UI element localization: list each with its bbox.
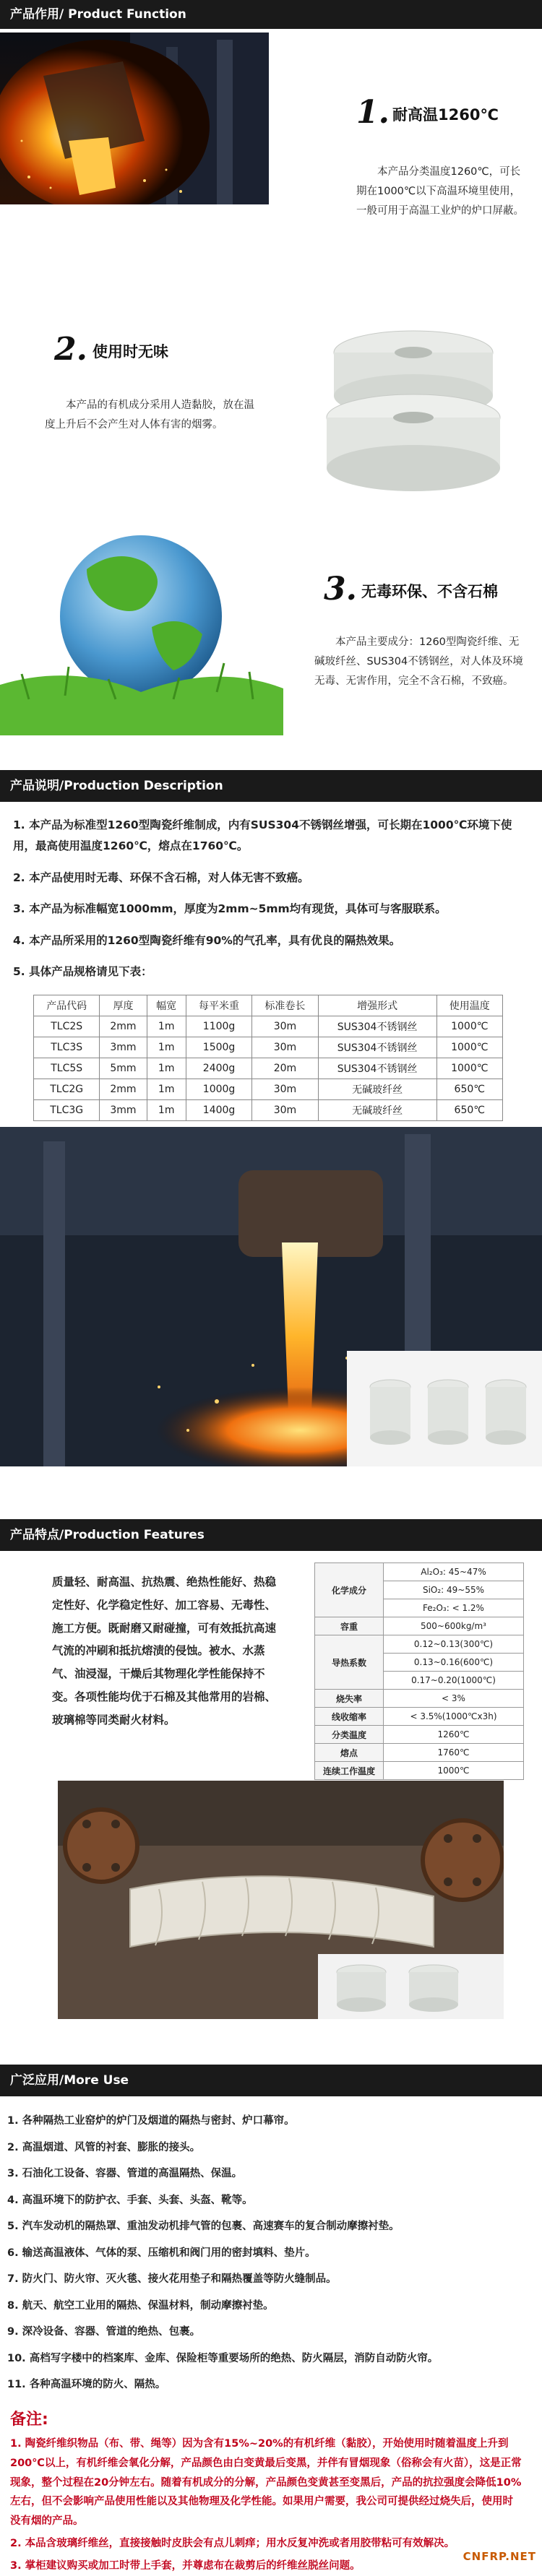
property-value: 1000℃ xyxy=(384,1762,524,1780)
spec-cell: 2400g xyxy=(186,1058,251,1079)
function-2-desc: 本产品的有机成分采用人造黏胶，放在温度上升后不会产生对人体有害的烟雾。 xyxy=(45,399,254,431)
spec-table xyxy=(33,995,503,1121)
spec-cell: 3mm xyxy=(100,1037,147,1058)
function-3-desc: 本产品主要成分：1260型陶瓷纤维、无碱玻纤丝、SUS304不锈钢丝，对人体及环境无毒、无害作用，完全不含石棉，不致癌。 xyxy=(314,636,523,687)
notes-title: 备注: xyxy=(10,2411,48,2429)
table-row xyxy=(315,1690,524,1708)
function-2-number: 2. xyxy=(54,331,87,368)
spec-cell: 20m xyxy=(252,1058,318,1079)
spec-table-header-row xyxy=(34,995,503,1016)
spec-cell: 1m xyxy=(147,1079,186,1100)
spec-header-cell: 产品代码 xyxy=(34,995,100,1016)
watermark: CNFRP.NET xyxy=(463,2550,536,2563)
property-label: 导热系数 xyxy=(315,1635,384,1690)
property-value: SiO₂: 49~55% xyxy=(384,1581,524,1599)
spec-cell: 30m xyxy=(252,1079,318,1100)
list-item: 11. 各种高温环境的防火、隔热。 xyxy=(7,2379,166,2390)
pipe-wrap-photo xyxy=(58,1781,504,2019)
property-value: Fe₂O₃: < 1.2% xyxy=(384,1599,524,1617)
function-3-title: 无毒环保、不含石棉 xyxy=(361,583,498,600)
table-row xyxy=(315,1762,524,1780)
description-item: 3. 本产品为标准幅宽1000mm，厚度为2mm~5mm均有现货，具体可与客服联系。 xyxy=(13,902,447,916)
spec-cell: 1m xyxy=(147,1100,186,1121)
properties-table xyxy=(314,1563,524,1780)
property-value: 1260℃ xyxy=(384,1726,524,1744)
list-item: 5. 汽车发动机的隔热罩、重油发动机排气管的包裹、高速赛车的复合制动摩擦衬垫。 xyxy=(7,2221,400,2232)
section-header-description: 产品说明/Production Description xyxy=(0,770,542,802)
spec-header-cell: 增强形式 xyxy=(318,995,436,1016)
list-item: 6. 输送高温液体、气体的泵、压缩机和阀门用的密封填料、垫片。 xyxy=(7,2247,316,2259)
table-row xyxy=(315,1617,524,1635)
table-row xyxy=(34,1016,503,1037)
list-item: 2. 高温烟道、风管的衬套、膨胀的接头。 xyxy=(7,2141,201,2153)
spec-cell: TLC3S xyxy=(34,1037,100,1058)
spec-cell: TLC5S xyxy=(34,1058,100,1079)
spec-cell: 无碱玻纤丝 xyxy=(318,1079,436,1100)
property-value: < 3% xyxy=(384,1690,524,1708)
description-item: 5. 具体产品规格请见下表： xyxy=(13,965,152,979)
spec-cell: 650℃ xyxy=(436,1079,502,1100)
table-row xyxy=(315,1635,524,1654)
list-item: 7. 防火门、防火帘、灭火毯、接火花用垫子和隔热覆盖等防火缝制品。 xyxy=(7,2273,337,2285)
table-row xyxy=(315,1726,524,1744)
spec-cell: 1m xyxy=(147,1037,186,1058)
property-value: 0.12~0.13(300℃) xyxy=(384,1635,524,1654)
furnace-photo xyxy=(0,33,269,204)
description-item: 2. 本产品使用时无毒、环保不含石棉，对人体无害不致癌。 xyxy=(13,870,309,884)
spec-cell: 5mm xyxy=(100,1058,147,1079)
spec-cell: SUS304不锈钢丝 xyxy=(318,1037,436,1058)
function-2-title: 使用时无味 xyxy=(93,343,168,360)
property-value: 500~600kg/m³ xyxy=(384,1617,524,1635)
section-header-features: 产品特点/Production Features xyxy=(0,1519,542,1551)
spec-cell: 2mm xyxy=(100,1079,147,1100)
property-label: 熔点 xyxy=(315,1744,384,1762)
property-label: 烧失率 xyxy=(315,1690,384,1708)
list-item: 4. 高温环境下的防护衣、手套、头套、头盔、靴等。 xyxy=(7,2194,253,2206)
description-item: 4. 本产品所采用的1260型陶瓷纤维有90%的气孔率，具有优良的隔热效果。 xyxy=(13,933,401,947)
table-row xyxy=(34,1037,503,1058)
spec-cell: 1m xyxy=(147,1016,186,1037)
list-item: 10. 高档写字楼中的档案库、金库、保险柜等重要场所的绝热、防火隔层，消防自动防火帘。 xyxy=(7,2352,439,2364)
spec-cell: TLC3G xyxy=(34,1100,100,1121)
spec-cell: 30m xyxy=(252,1100,318,1121)
list-item: 3. 石油化工设备、容器、管道的高温隔热、保温。 xyxy=(7,2168,243,2179)
spec-header-cell: 每平米重 xyxy=(186,995,251,1016)
spec-cell: SUS304不锈钢丝 xyxy=(318,1058,436,1079)
property-label: 分类温度 xyxy=(315,1726,384,1744)
table-row xyxy=(315,1563,524,1581)
spec-cell: 1m xyxy=(147,1058,186,1079)
table-row xyxy=(34,1058,503,1079)
notes-list xyxy=(10,2434,523,2576)
spec-header-cell: 厚度 xyxy=(100,995,147,1016)
spec-cell: 1500g xyxy=(186,1037,251,1058)
property-value: 0.13~0.16(600℃) xyxy=(384,1654,524,1672)
list-item: 8. 航天、航空工业用的隔热、保温材料，制动摩擦衬垫。 xyxy=(7,2299,274,2312)
spec-cell: TLC2G xyxy=(34,1079,100,1100)
table-row xyxy=(315,1744,524,1762)
description-item: 1. 本产品为标准型1260型陶瓷纤维制成，内有SUS304不锈钢丝增强，可长期在1000℃环境下使用，最高使用温度1260℃，熔点在1760℃。 xyxy=(13,818,512,853)
spec-cell: 1000g xyxy=(186,1079,251,1100)
property-value: 1760℃ xyxy=(384,1744,524,1762)
spec-cell: 30m xyxy=(252,1016,318,1037)
function-1-number: 1. xyxy=(356,94,390,131)
spec-cell: 1100g xyxy=(186,1016,251,1037)
list-item: 1. 各种隔热工业窑炉的炉门及烟道的隔热与密封、炉口幕帘。 xyxy=(7,2115,295,2127)
spec-cell: 1000℃ xyxy=(436,1037,502,1058)
property-value: Al₂O₃: 45~47% xyxy=(384,1563,524,1581)
spec-cell: 1000℃ xyxy=(436,1016,502,1037)
note-item: 2. 本品含玻璃纤维丝，直接接触时皮肤会有点儿刺痒；用水反复冲洗或者用胶带粘可有效解决。 xyxy=(10,2538,455,2550)
molten-metal-photo xyxy=(0,1127,542,1466)
spec-cell: 1000℃ xyxy=(436,1058,502,1079)
features-text: 质量轻、耐高温、抗热震、绝热性能好、热稳定性好、化学稳定性好、加工容易、无毒性、施工方便。既耐磨又耐碰撞，可有效抵抗高速气流的冲刷和抵抗熔渍的侵蚀。被水、水蒸气、油浸湿，干燥后其物理化学性能保持不变。各项性能均优于石棉及其他常用的岩棉、玻璃棉等同类耐火材料。 xyxy=(52,1576,277,1726)
spec-header-cell: 幅宽 xyxy=(147,995,186,1016)
properties-panel xyxy=(314,1563,524,1780)
section-header-applications: 广泛应用/More Use xyxy=(0,2065,542,2096)
function-3-number: 3. xyxy=(324,571,357,608)
spec-cell: 2mm xyxy=(100,1016,147,1037)
list-item: 9. 深冷设备、容器、管道的绝热、包裹。 xyxy=(7,2326,201,2338)
spec-cell: SUS304不锈钢丝 xyxy=(318,1016,436,1037)
function-1-desc: 本产品分类温度1260℃，可长期在1000℃以下高温环境里使用，一般可用于高温工业炉的炉口屏蔽。 xyxy=(356,166,524,217)
spec-header-cell: 使用温度 xyxy=(436,995,502,1016)
function-1-title: 耐高温1260℃ xyxy=(392,106,499,124)
section-header-function: 产品作用/ Product Function xyxy=(0,0,542,29)
spec-cell: 无碱玻纤丝 xyxy=(318,1100,436,1121)
property-label: 连续工作温度 xyxy=(315,1762,384,1780)
table-row xyxy=(315,1708,524,1726)
spec-cell: 30m xyxy=(252,1037,318,1058)
note-item: 1. 陶瓷纤维织物品（布、带、绳等）因为含有15%~20%的有机纤维（黏胶），开始使用时随着温度上升到200℃以上，有机纤维会氧化分解，产品颜色由白变黄最后变黑，并伴有冒烟现象（俗称会有火苗），这是正常现象，整个过程在20分钟左右。随着有机成分的分解，产品颜色变黄甚至变黑后，产品的抗拉强度会降低10%左右，但不会影响产品使用性能以及其他物理及化学性能。如果用户需要，我公司可提供经过烧失后，使用时没有烟的产品。 xyxy=(10,2438,522,2528)
note-item: 3. 掌柜建议购买或加工时带上手套，并尊虑布在裁剪后的纤维丝脱丝问题。 xyxy=(10,2559,361,2572)
applications-list xyxy=(7,2108,535,2398)
property-label: 容重 xyxy=(315,1617,384,1635)
spec-header-cell: 标准卷长 xyxy=(252,995,318,1016)
table-row xyxy=(34,1079,503,1100)
description-list xyxy=(13,815,530,983)
table-row xyxy=(34,1100,503,1121)
property-value: < 3.5%(1000℃x3h) xyxy=(384,1708,524,1726)
eco-globe-photo xyxy=(0,519,283,735)
spec-cell: 3mm xyxy=(100,1100,147,1121)
spec-cell: 650℃ xyxy=(436,1100,502,1121)
spec-cell: TLC2S xyxy=(34,1016,100,1037)
spec-cell: 1400g xyxy=(186,1100,251,1121)
property-label: 化学成分 xyxy=(315,1563,384,1617)
tape-rolls-photo xyxy=(269,288,542,504)
property-label: 线收缩率 xyxy=(315,1708,384,1726)
property-value: 0.17~0.20(1000℃) xyxy=(384,1672,524,1690)
